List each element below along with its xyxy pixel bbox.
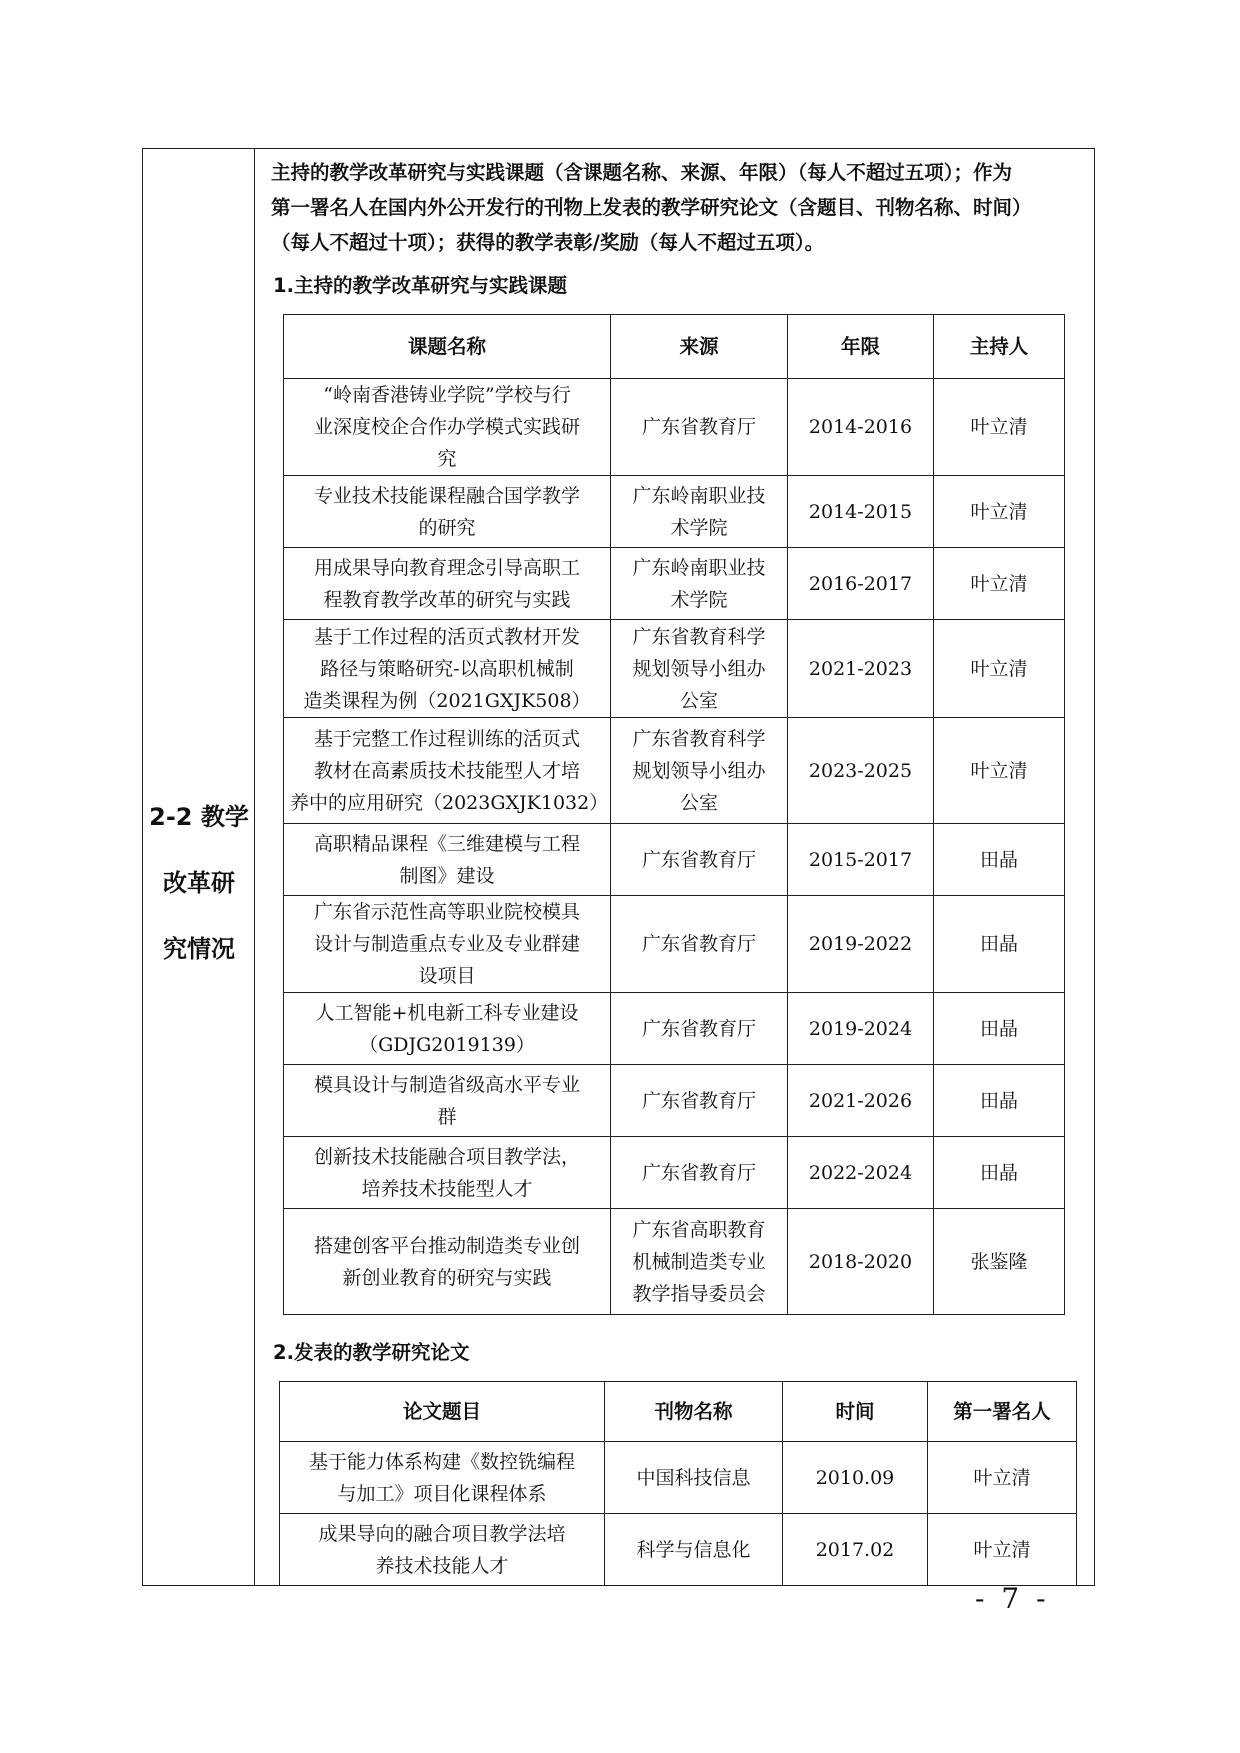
- project-source-cell-line: 术学院: [670, 516, 728, 539]
- paper-author-cell: 叶立清: [928, 1514, 1077, 1586]
- header-cell: 第一署名人: [928, 1382, 1077, 1442]
- project-name-cell-line: 业深度校企合作办学模式实践研: [313, 416, 580, 438]
- project-name-cell-line: 设计与制造重点专业及专业群建: [313, 933, 580, 955]
- project-source-cell-line: 广东省教育厅: [641, 416, 756, 438]
- paper-title-cell-line: 养技术技能人才: [375, 1554, 509, 1577]
- project-source-cell: [611, 1137, 788, 1209]
- project-host-cell: 叶立清: [934, 620, 1065, 718]
- project-source-cell-line: 公室: [679, 689, 718, 712]
- project-name-cell-line: 新创业教育的研究与实践: [342, 1266, 552, 1289]
- project-name-cell: [284, 1065, 611, 1137]
- project-source-cell: [611, 476, 788, 548]
- table-row: [280, 1442, 1077, 1514]
- table-header-row: [280, 1382, 1077, 1442]
- project-source-cell-line: 机械制造类专业: [632, 1250, 766, 1273]
- project-source-cell-line: 公室: [679, 791, 718, 814]
- paper-author-cell: 叶立清: [928, 1442, 1077, 1514]
- project-name-cell-line: 养中的应用研究（2023GXJK1032）: [290, 791, 609, 814]
- project-name-cell-line: 教材在高素质技术技能型人才培: [313, 759, 580, 782]
- table-row: [284, 993, 1065, 1065]
- section-label-line: 2-2 教学: [149, 803, 249, 831]
- header-cell: 论文题目: [280, 1382, 605, 1442]
- project-years-cell: 2014-2016: [788, 379, 934, 476]
- intro-line: （每人不超过十项）；获得的教学表彰/奖励（每人不超过五项）。: [271, 231, 825, 254]
- project-host-cell: 田晶: [934, 1137, 1065, 1209]
- project-years-cell: 2021-2026: [788, 1065, 934, 1137]
- project-name-cell-line: 培养技术技能型人才: [361, 1177, 533, 1200]
- project-name-cell: [284, 620, 611, 718]
- project-name-cell-line: 路径与策略研究-以高职机械制: [320, 657, 574, 680]
- table-row: [284, 718, 1065, 824]
- content-cell: [255, 149, 1094, 1585]
- project-years-cell: 2022-2024: [788, 1137, 934, 1209]
- project-source-cell: [611, 620, 788, 718]
- papers-heading: 2.发表的教学研究论文: [273, 1341, 470, 1364]
- project-source-cell: [611, 379, 788, 476]
- project-name-cell: [284, 1209, 611, 1315]
- project-host-cell: 田晶: [934, 896, 1065, 993]
- project-name-cell: [284, 718, 611, 824]
- project-name-cell: [284, 379, 611, 476]
- project-name-cell-line: 专业技术技能课程融合国学教学: [313, 484, 580, 507]
- project-source-cell: [611, 993, 788, 1065]
- project-name-cell-line: 搭建创客平台推动制造类专业创: [313, 1234, 580, 1257]
- project-source-cell-line: 广东省教育科学: [632, 625, 766, 648]
- project-host-cell: 叶立清: [934, 379, 1065, 476]
- project-name-cell-line: 基于完整工作过程训练的活页式: [313, 727, 580, 750]
- project-source-cell: [611, 824, 788, 896]
- project-name-cell-line: 造类课程为例（2021GXJK508）: [303, 689, 591, 712]
- project-source-cell-line: 广东省教育厅: [641, 1089, 756, 1112]
- project-source-cell-line: 术学院: [670, 588, 728, 611]
- project-name-cell-line: 用成果导向教育理念引导高职工: [313, 556, 580, 579]
- project-host-cell: 叶立清: [934, 548, 1065, 620]
- project-source-cell-line: 广东省高职教育: [632, 1218, 766, 1241]
- project-name-cell-line: 模具设计与制造省级高水平专业: [313, 1073, 580, 1096]
- header-cell: 来源: [611, 315, 788, 379]
- table-row: [280, 1514, 1077, 1586]
- project-name-cell-line: 制图》建设: [399, 864, 495, 887]
- header-cell: 年限: [788, 315, 934, 379]
- table-row: [284, 620, 1065, 718]
- project-host-cell: 叶立清: [934, 718, 1065, 824]
- project-years-cell: 2018-2020: [788, 1209, 934, 1315]
- section-label-cell: [143, 149, 255, 1585]
- project-years-cell: 2016-2017: [788, 548, 934, 620]
- project-name-cell-line: 基于工作过程的活页式教材开发: [313, 625, 580, 648]
- table-header-row: [284, 315, 1065, 379]
- project-host-cell: 田晶: [934, 824, 1065, 896]
- project-name-cell: [284, 824, 611, 896]
- project-source-cell-line: 教学指导委员会: [632, 1282, 766, 1305]
- project-years-cell: 2019-2022: [788, 896, 934, 993]
- papers-table: [279, 1381, 1077, 1586]
- table-row: [284, 1137, 1065, 1209]
- project-name-cell-line: 程教育教学改革的研究与实践: [323, 588, 571, 611]
- project-host-cell: 田晶: [934, 1065, 1065, 1137]
- project-name-cell-line: 群: [437, 1105, 457, 1128]
- project-name-cell-line: 人工智能+机电新工科专业建设: [315, 1001, 579, 1024]
- table-row: [284, 476, 1065, 548]
- project-years-cell: 2021-2023: [788, 620, 934, 718]
- intro-text: [271, 155, 1101, 260]
- project-source-cell-line: 广东省教育厅: [641, 1161, 756, 1184]
- project-source-cell-line: 广东省教育厅: [641, 933, 756, 955]
- project-name-cell: [284, 548, 611, 620]
- project-source-cell: [611, 896, 788, 993]
- page-number: - 7 -: [975, 1582, 1050, 1615]
- projects-heading: 1.主持的教学改革研究与实践课题: [273, 274, 567, 297]
- project-years-cell: 2023-2025: [788, 718, 934, 824]
- project-source-cell: [611, 548, 788, 620]
- header-cell: 主持人: [934, 315, 1065, 379]
- project-source-cell: [611, 1065, 788, 1137]
- project-source-cell-line: 广东省教育科学: [632, 727, 766, 750]
- section-label: [143, 784, 255, 982]
- paper-title-cell: [280, 1442, 605, 1514]
- project-name-cell-line: “岭南香港铸业学院”学校与行: [323, 384, 571, 406]
- paper-date-cell: 2017.02: [783, 1514, 928, 1586]
- project-name-cell-line: 设项目: [418, 965, 476, 987]
- form-frame: [142, 148, 1095, 1586]
- project-name-cell-line: 创新技术技能融合项目教学法，: [313, 1145, 580, 1168]
- project-source-cell: [611, 1209, 788, 1315]
- paper-title-cell-line: 成果导向的融合项目教学法培: [318, 1522, 566, 1545]
- table-row: [284, 379, 1065, 476]
- projects-table: [283, 314, 1065, 1315]
- table-row: [284, 824, 1065, 896]
- paper-title-cell-line: 与加工》项目化课程体系: [337, 1482, 547, 1505]
- project-name-cell-line: 高职精品课程《三维建模与工程: [313, 832, 580, 855]
- project-name-cell-line: （GDJG2019139）: [359, 1033, 535, 1056]
- paper-date-cell: 2010.09: [783, 1442, 928, 1514]
- project-name-cell: [284, 476, 611, 548]
- project-source-cell: [611, 718, 788, 824]
- header-cell: 时间: [783, 1382, 928, 1442]
- project-name-cell: [284, 896, 611, 993]
- project-source-cell-line: 广东省教育厅: [641, 1017, 756, 1040]
- project-years-cell: 2014-2015: [788, 476, 934, 548]
- project-source-cell-line: 规划领导小组办: [632, 759, 766, 782]
- project-name-cell: [284, 993, 611, 1065]
- project-name-cell-line: 究: [437, 448, 457, 470]
- project-name-cell-line: 广东省示范性高等职业院校模具: [313, 901, 580, 923]
- intro-line: 第一署名人在国内外公开发行的刊物上发表的教学研究论文（含题目、刊物名称、时间）: [271, 196, 1032, 219]
- project-host-cell: 叶立清: [934, 476, 1065, 548]
- section-label-line: 改革研: [163, 869, 235, 897]
- table-row: [284, 1065, 1065, 1137]
- header-cell: 刊物名称: [605, 1382, 783, 1442]
- project-years-cell: 2015-2017: [788, 824, 934, 896]
- section-label-line: 究情况: [163, 935, 235, 963]
- project-years-cell: 2019-2024: [788, 993, 934, 1065]
- project-name-cell-line: 的研究: [418, 516, 476, 539]
- paper-journal-cell: 中国科技信息: [605, 1442, 783, 1514]
- table-row: [284, 1209, 1065, 1315]
- paper-title-cell: [280, 1514, 605, 1586]
- table-row: [284, 896, 1065, 993]
- table-row: [284, 548, 1065, 620]
- project-host-cell: 张鉴隆: [934, 1209, 1065, 1315]
- project-source-cell-line: 广东岭南职业技: [632, 556, 766, 579]
- paper-title-cell-line: 基于能力体系构建《数控铣编程: [308, 1450, 575, 1473]
- intro-line: 主持的教学改革研究与实践课题（含课题名称、来源、年限）（每人不超过五项）；作为: [271, 161, 1013, 184]
- paper-journal-cell: 科学与信息化: [605, 1514, 783, 1586]
- project-source-cell-line: 规划领导小组办: [632, 657, 766, 680]
- header-cell: 课题名称: [284, 315, 611, 379]
- project-source-cell-line: 广东岭南职业技: [632, 484, 766, 507]
- project-name-cell: [284, 1137, 611, 1209]
- project-host-cell: 田晶: [934, 993, 1065, 1065]
- project-source-cell-line: 广东省教育厅: [641, 848, 756, 871]
